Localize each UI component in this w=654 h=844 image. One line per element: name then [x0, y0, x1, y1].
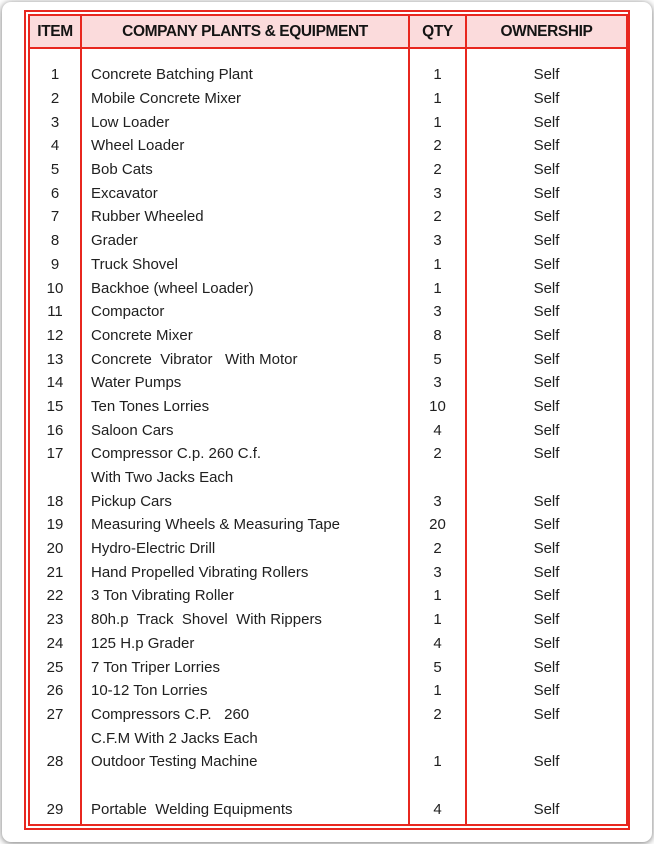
cell-equipment: Truck Shovel — [81, 253, 409, 277]
cell-item: 21 — [29, 560, 81, 584]
table-row — [29, 324, 627, 348]
cell-equipment — [81, 821, 409, 825]
cell-equipment — [81, 48, 409, 63]
cell-equipment: Pickup Cars — [81, 489, 409, 513]
table-row — [29, 513, 627, 537]
cell-qty: 1 — [409, 110, 466, 134]
cell-item: 6 — [29, 181, 81, 205]
cell-ownership: Self — [533, 421, 560, 439]
table-row — [29, 418, 627, 442]
cell-item: 3 — [29, 110, 81, 134]
cell-equipment: Backhoe (wheel Loader) — [81, 276, 409, 300]
cell-qty: 4 — [409, 418, 466, 442]
cell-item — [29, 466, 81, 490]
spacer-row — [29, 821, 627, 825]
cell-equipment: With Two Jacks Each — [81, 466, 409, 490]
cell-ownership — [466, 48, 627, 63]
cell-ownership: Self — [533, 303, 560, 321]
cell-item: 28 — [29, 750, 81, 774]
spacer-row — [29, 48, 627, 63]
table-row — [29, 560, 627, 584]
table-row — [29, 655, 627, 679]
cell-ownership: Self — [533, 587, 560, 605]
cell-qty: 2 — [409, 158, 466, 182]
cell-ownership: Self — [533, 137, 560, 155]
cell-equipment: Compressor C.p. 260 C.f. — [81, 442, 409, 466]
cell-qty: 8 — [409, 324, 466, 348]
cell-ownership: Self — [533, 232, 560, 250]
cell-item: 11 — [29, 300, 81, 324]
cell-ownership: Self — [533, 255, 560, 273]
table-row — [29, 134, 627, 158]
cell-item: 4 — [29, 134, 81, 158]
cell-item: 10 — [29, 276, 81, 300]
cell-ownership — [466, 726, 627, 750]
table-row — [29, 276, 627, 300]
cell-qty: 1 — [409, 679, 466, 703]
cell-ownership: Self — [533, 705, 560, 723]
cell-equipment: Compressors C.P. 260 — [81, 703, 409, 727]
table-row — [29, 87, 627, 111]
table-row — [29, 300, 627, 324]
cell-ownership: Self — [533, 374, 560, 392]
cell-ownership — [466, 466, 627, 490]
cell-equipment: Low Loader — [81, 110, 409, 134]
cell-ownership: Self — [533, 516, 560, 534]
cell-item — [29, 48, 81, 63]
cell-equipment: 10-12 Ton Lorries — [81, 679, 409, 703]
cell-item: 12 — [29, 324, 81, 348]
header-item: ITEM — [29, 15, 81, 48]
cell-item: 16 — [29, 418, 81, 442]
table-row — [29, 774, 627, 798]
cell-qty: 2 — [409, 537, 466, 561]
cell-qty — [409, 466, 466, 490]
cell-item: 7 — [29, 205, 81, 229]
cell-ownership: Self — [533, 445, 560, 463]
cell-qty: 1 — [409, 276, 466, 300]
cell-qty: 3 — [409, 489, 466, 513]
cell-qty — [409, 48, 466, 63]
cell-equipment: Hand Propelled Vibrating Rollers — [81, 560, 409, 584]
cell-equipment: Bob Cats — [81, 158, 409, 182]
cell-equipment: Concrete Vibrator With Motor — [81, 347, 409, 371]
cell-equipment: Saloon Cars — [81, 418, 409, 442]
cell-ownership: Self — [533, 326, 560, 344]
cell-ownership: Self — [533, 800, 560, 818]
cell-item: 8 — [29, 229, 81, 253]
cell-item — [29, 774, 81, 798]
table-row — [29, 489, 627, 513]
cell-qty: 3 — [409, 300, 466, 324]
cell-equipment: Compactor — [81, 300, 409, 324]
cell-ownership: Self — [533, 113, 560, 131]
cell-qty — [409, 774, 466, 798]
cell-qty: 2 — [409, 205, 466, 229]
cell-ownership: Self — [533, 184, 560, 202]
cell-qty: 2 — [409, 442, 466, 466]
table-row — [29, 726, 627, 750]
header-ownership: OWNERSHIP — [466, 15, 627, 48]
cell-ownership: Self — [533, 66, 560, 84]
cell-ownership: Self — [533, 611, 560, 629]
cell-equipment: Hydro-Electric Drill — [81, 537, 409, 561]
cell-qty: 3 — [409, 560, 466, 584]
cell-equipment: Concrete Batching Plant — [81, 63, 409, 87]
cell-item: 29 — [29, 797, 81, 821]
cell-qty: 20 — [409, 513, 466, 537]
cell-ownership — [466, 821, 627, 825]
cell-qty: 5 — [409, 655, 466, 679]
cell-item: 27 — [29, 703, 81, 727]
cell-equipment: Mobile Concrete Mixer — [81, 87, 409, 111]
header-company-plants-equipment: COMPANY PLANTS & EQUIPMENT — [81, 15, 409, 48]
cell-ownership: Self — [533, 90, 560, 108]
cell-ownership: Self — [533, 634, 560, 652]
table-header-row — [29, 15, 627, 48]
cell-equipment: Rubber Wheeled — [81, 205, 409, 229]
cell-item: 9 — [29, 253, 81, 277]
cell-equipment: Water Pumps — [81, 371, 409, 395]
cell-item: 19 — [29, 513, 81, 537]
cell-item: 5 — [29, 158, 81, 182]
cell-ownership: Self — [533, 161, 560, 179]
cell-item: 26 — [29, 679, 81, 703]
cell-item: 22 — [29, 584, 81, 608]
table-row — [29, 632, 627, 656]
cell-ownership: Self — [533, 492, 560, 510]
cell-ownership: Self — [533, 540, 560, 558]
cell-equipment: 3 Ton Vibrating Roller — [81, 584, 409, 608]
equipment-table — [28, 14, 628, 826]
cell-equipment: Concrete Mixer — [81, 324, 409, 348]
cell-qty: 1 — [409, 87, 466, 111]
cell-equipment: 7 Ton Triper Lorries — [81, 655, 409, 679]
cell-ownership — [466, 774, 627, 798]
document-page — [2, 2, 652, 842]
cell-ownership: Self — [533, 753, 560, 771]
table-row — [29, 229, 627, 253]
cell-item: 17 — [29, 442, 81, 466]
cell-qty — [409, 726, 466, 750]
cell-ownership: Self — [533, 563, 560, 581]
table-row — [29, 679, 627, 703]
cell-item: 24 — [29, 632, 81, 656]
table-row — [29, 797, 627, 821]
cell-item: 15 — [29, 395, 81, 419]
cell-qty: 4 — [409, 632, 466, 656]
table-row — [29, 158, 627, 182]
cell-qty — [409, 821, 466, 825]
table-row — [29, 371, 627, 395]
cell-ownership: Self — [533, 658, 560, 676]
cell-item: 13 — [29, 347, 81, 371]
cell-qty: 4 — [409, 797, 466, 821]
cell-equipment: 80h.p Track Shovel With Rippers — [81, 608, 409, 632]
cell-qty: 1 — [409, 608, 466, 632]
cell-ownership: Self — [533, 350, 560, 368]
table-row — [29, 466, 627, 490]
cell-item: 18 — [29, 489, 81, 513]
equipment-table-frame — [24, 10, 630, 830]
cell-qty: 1 — [409, 253, 466, 277]
cell-equipment — [81, 774, 409, 798]
cell-qty: 1 — [409, 750, 466, 774]
cell-equipment: 125 H.p Grader — [81, 632, 409, 656]
table-row — [29, 110, 627, 134]
cell-equipment: Ten Tones Lorries — [81, 395, 409, 419]
table-row — [29, 205, 627, 229]
cell-item: 20 — [29, 537, 81, 561]
cell-equipment: C.F.M With 2 Jacks Each — [81, 726, 409, 750]
cell-item: 25 — [29, 655, 81, 679]
cell-item: 14 — [29, 371, 81, 395]
table-row — [29, 750, 627, 774]
table-row — [29, 584, 627, 608]
cell-ownership: Self — [533, 682, 560, 700]
cell-qty: 3 — [409, 181, 466, 205]
cell-qty: 1 — [409, 63, 466, 87]
cell-item: 1 — [29, 63, 81, 87]
cell-equipment: Excavator — [81, 181, 409, 205]
cell-qty: 10 — [409, 395, 466, 419]
table-body — [29, 48, 627, 825]
cell-qty: 1 — [409, 584, 466, 608]
table-row — [29, 395, 627, 419]
cell-qty: 2 — [409, 134, 466, 158]
table-row — [29, 347, 627, 371]
cell-item — [29, 821, 81, 825]
cell-item: 23 — [29, 608, 81, 632]
cell-qty: 2 — [409, 703, 466, 727]
cell-item: 2 — [29, 87, 81, 111]
cell-qty: 3 — [409, 229, 466, 253]
table-row — [29, 63, 627, 87]
header-qty: QTY — [409, 15, 466, 48]
cell-equipment: Grader — [81, 229, 409, 253]
cell-item — [29, 726, 81, 750]
table-row — [29, 253, 627, 277]
table-row — [29, 608, 627, 632]
cell-ownership: Self — [533, 397, 560, 415]
table-row — [29, 181, 627, 205]
table-row — [29, 537, 627, 561]
table-row — [29, 703, 627, 727]
cell-qty: 5 — [409, 347, 466, 371]
cell-equipment: Wheel Loader — [81, 134, 409, 158]
table-row — [29, 442, 627, 466]
cell-qty: 3 — [409, 371, 466, 395]
cell-equipment: Portable Welding Equipments — [81, 797, 409, 821]
cell-ownership: Self — [533, 208, 560, 226]
cell-equipment: Measuring Wheels & Measuring Tape — [81, 513, 409, 537]
cell-ownership: Self — [533, 279, 560, 297]
cell-equipment: Outdoor Testing Machine — [81, 750, 409, 774]
